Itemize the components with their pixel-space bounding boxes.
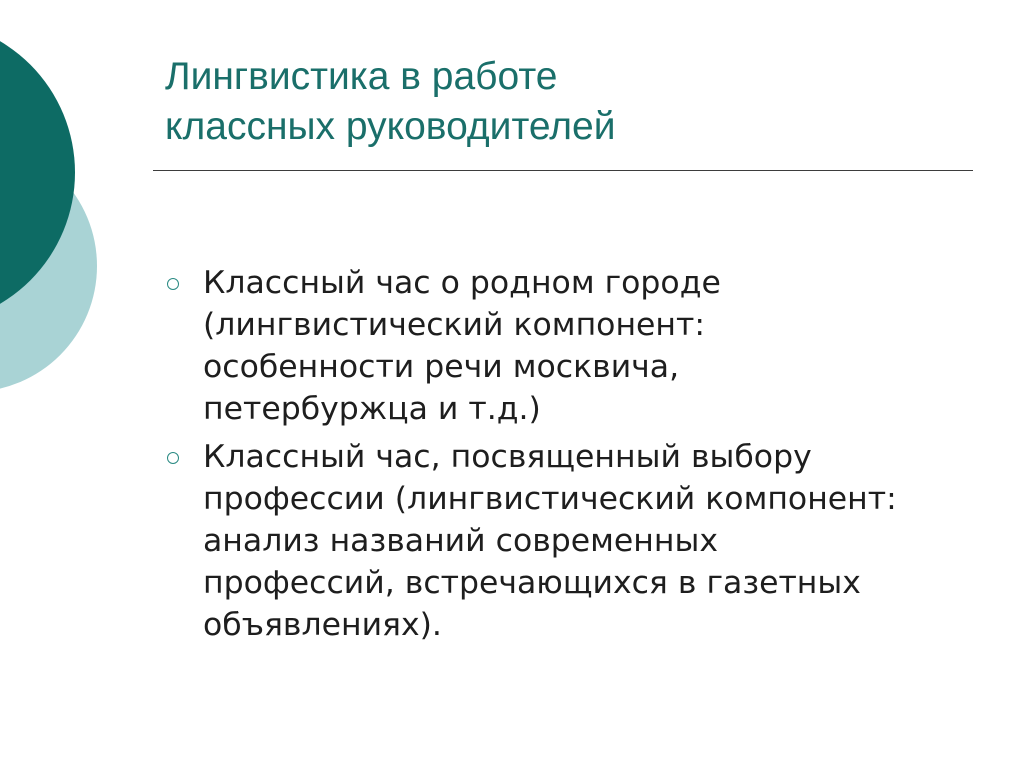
bullet-text: Классный час, посвященный выбору профессии (лингвистический компонент: анализ названий современных профессий, встречающихся в газетных объявлениях).	[203, 439, 897, 643]
title-divider	[153, 170, 973, 171]
bullet-text: Классный час о родном городе (лингвистический компонент: особенности речи москвича, петербуржца и т.д.)	[203, 265, 721, 427]
bullet-item-class-hour-profession	[160, 436, 900, 646]
hollow-circle-bullet-icon	[167, 278, 179, 290]
bullet-list	[160, 262, 900, 652]
slide-title-line-2: классных руководителей	[165, 105, 616, 148]
hollow-circle-bullet-icon	[167, 452, 179, 464]
slide-title-line-1: Лингвистика в работе	[165, 55, 558, 98]
slide-title	[165, 52, 965, 152]
bullet-item-class-hour-hometown	[160, 262, 900, 430]
